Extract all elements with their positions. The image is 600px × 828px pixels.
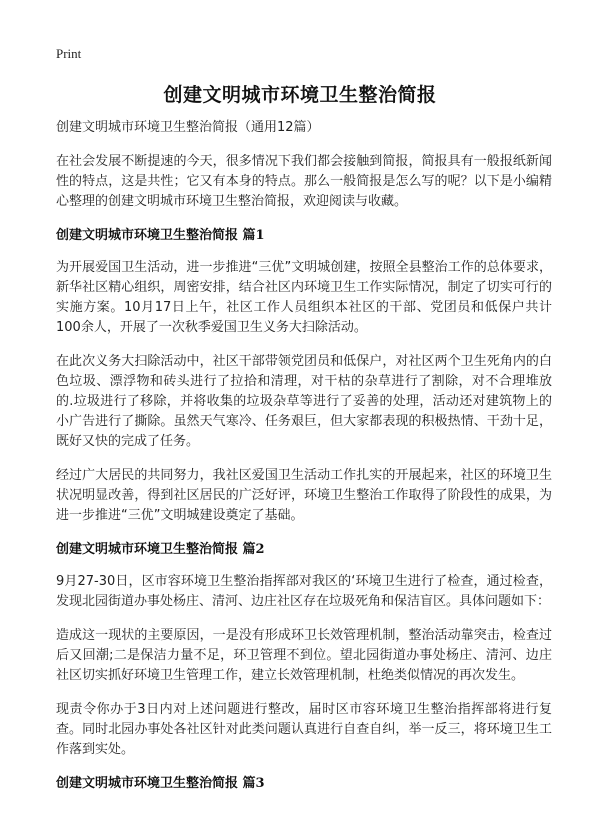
print-link[interactable]: Print [56,46,82,61]
section-1-paragraph-3: 经过广大居民的共同努力，我社区爱国卫生活动工作扎实的开展起来，社区的环境卫生状况明显改善，得到社区居民的广泛好评，环境卫生整治工作取得了阶段性的成果，为进一步推进“三优”文明城建设奠定了基础。 [56,468,552,523]
section-heading-3: 创建文明城市环境卫生整治简报 篇3 [56,776,265,791]
intro-paragraph: 在社会发展不断提速的今天，很多情况下我们都会接触到简报，简报具有一般报纸新闻性的特点，这是共性；它又有本身的特点。那么一般简报是怎么写的呢？以下是小编精心整理的创建文明城市环境卫生整治简报，欢迎阅读与收藏。 [56,154,552,209]
section-heading-2: 创建文明城市环境卫生整治简报 篇2 [56,542,265,557]
section-2-paragraph-2: 造成这一现状的主要原因，一是没有形成环卫长效管理机制，整治活动靠突击，检查过后又回潮;二是保洁力量不足，环卫管理不到位。望北园街道办事处杨庄、清河、边庄社区切实抓好环境卫生管理工作，建立长效管理机制，杜绝类似情况的再次发生。 [56,628,552,683]
section-1-paragraph-2: 在此次义务大扫除活动中，社区干部带领党团员和低保户，对社区两个卫生死角内的白色垃圾、漂浮物和砖头进行了拉拾和清理，对干枯的杂草进行了割除，对不合理堆放的.垃圾进行了移除，并将收集的垃圾杂草等进行了妥善的处理，活动还对建筑物上的小广告进行了撕除。虽然天气寒冷、任务艰巨，但大家都表现的积极热情、干劲十足，既好又快的完成了任务。 [56,354,552,449]
document-title: 创建文明城市环境卫生整治简报 [163,84,437,106]
section-2-paragraph-3: 现责令你办于3日内对上述问题进行整改，届时区市容环境卫生整治指挥部将进行复查。同时北园办事处各社区针对此类问题认真进行自查自纠，举一反三，将环境卫生工作落到实处。 [56,702,552,757]
section-1-paragraph-1: 为开展爱国卫生活动，进一步推进“三优”文明城创建，按照全县整治工作的总体要求，新华社区精心组织，周密安排，结合社区内环境卫生工作实际情况，制定了切实可行的实施方案。10月17日上午，社区工作人员组织本社区的干部、党团员和低保户共计100余人，开展了一次秋季爱国卫生义务大扫除活动。 [56,260,552,335]
section-heading-1: 创建文明城市环境卫生整治简报 篇1 [56,228,265,243]
document-body [56,118,552,806]
section-2-paragraph-1: 9月27-30日，区市容环境卫生整治指挥部对我区的‘环境卫生进行了检查，通过检查，发现北园街道办事处杨庄、清河、边庄社区存在垃圾死角和保洁盲区。具体问题如下： [56,574,552,609]
document-subtitle: 创建文明城市环境卫生整治简报（通用12篇） [56,120,320,135]
